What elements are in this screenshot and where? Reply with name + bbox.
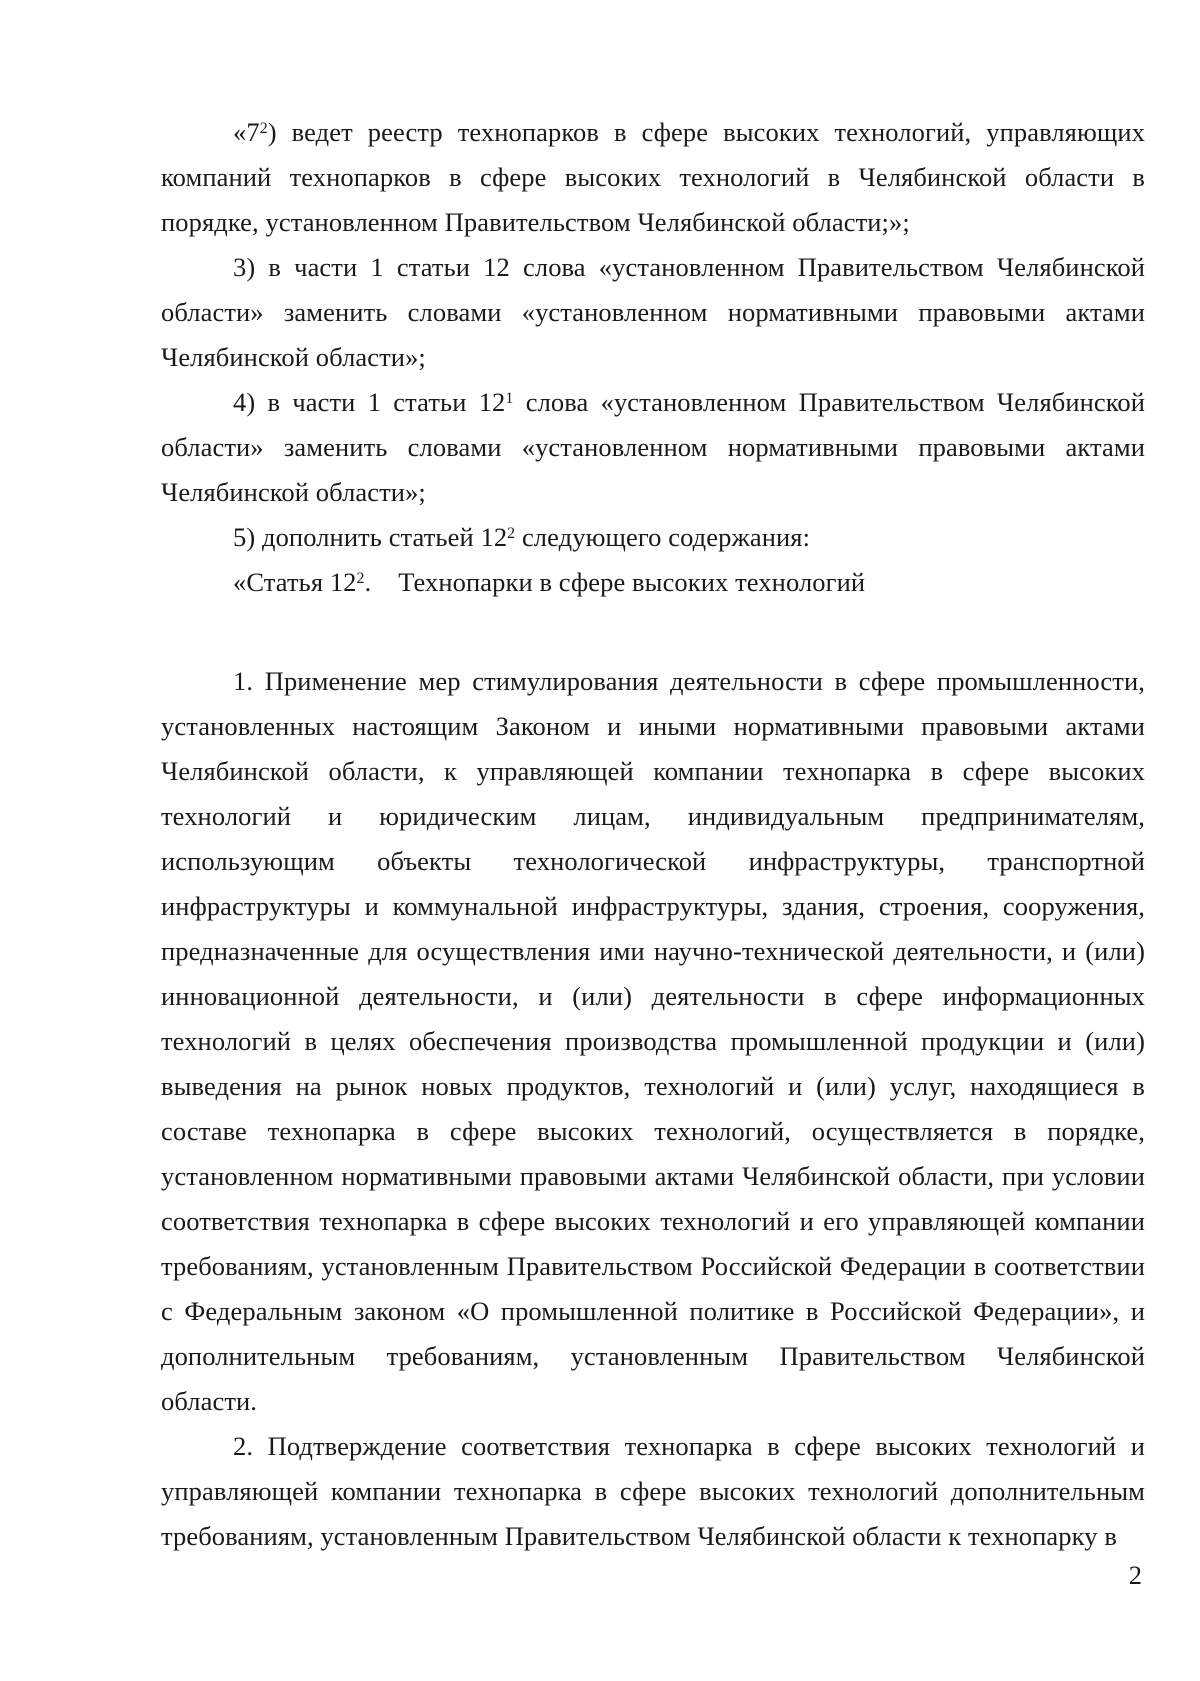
paragraph-text: 1. Применение мер стимулирования деятельности в сфере промышленности, установленных настоящим Законом и иными нормативными правовыми актами Челябинской области, к управляющей компании технопарка в сфере высоких технологий и юридическим лицам, индивидуальным предпринимателям, использующим объекты технологической инфраструктуры, транспортной инфраструктуры и коммунальной инфраструктуры, здания, строения, сооружения, предназначенные для осуществления ими научно-технической деятельности, и (или) инновационной деятельности, и (или) деятельности в сфере информационных технологий в целях обеспечения производства промышленной продукции и (или) выведения на рынок новых продуктов, технологий и (или) услуг, находящиеся в составе технопарка в сфере высоких технологий, осуществляется в порядке, установленном нормативными правовыми актами Челябинской области, при условии соответствия технопарка в сфере высоких технологий и его управляющей компании требованиям, установленным Правительством Российской Федерации в соответствии с Федеральным законом «О промышленной политике в Российской Федерации», и дополнительным требованиям, установленным Правительством Челябинской области. — [161, 666, 1145, 1416]
article-part-2 — [161, 1424, 1145, 1559]
page-number: 2 — [1128, 1560, 1142, 1590]
paragraph-text: ) ведет реестр технопарков в сфере высоких технологий, управляющих компаний технопарков в сфере высоких технологий в Челябинской области в порядке, установленном Правительством Челябинской области;»; — [161, 117, 1145, 237]
superscript: 2 — [507, 525, 516, 543]
paragraph-item-5 — [161, 515, 1145, 560]
superscript: 2 — [259, 120, 268, 138]
paragraph-item-3 — [161, 245, 1145, 380]
article-heading — [161, 560, 1145, 605]
paragraph-text: слова «установленном Правительством Челябинской области» заменить словами «установленном нормативными правовыми актами Челябинской области»; — [161, 387, 1146, 507]
paragraph-text: 5) дополнить статьей 12 — [233, 522, 508, 552]
superscript: 1 — [505, 390, 514, 408]
article-part-1 — [161, 659, 1145, 1424]
paragraph-item-4 — [161, 380, 1145, 515]
paragraph-text: «7 — [233, 117, 260, 147]
document-body-article — [161, 659, 1145, 1559]
document-body-top — [161, 110, 1145, 605]
paragraph-text: 4) в части 1 статьи 12 — [233, 387, 506, 417]
article-heading-text: «Статья 12 — [233, 567, 357, 597]
paragraph-text: 3) в части 1 статьи 12 слова «установленном Правительством Челябинской области» заменить словами «установленном нормативными правовыми актами Челябинской области»; — [161, 252, 1145, 372]
paragraph-text: 2. Подтверждение соответствия технопарка в сфере высоких технологий и управляющей компании технопарка в сфере высоких технологий дополнительным требованиям, установленным Правительством Челябинской области к технопарку в — [161, 1431, 1145, 1551]
article-heading-text: . Технопарки в сфере высоких технологий — [364, 567, 866, 597]
paragraph-text: следующего содержания: — [515, 522, 811, 552]
superscript: 2 — [356, 570, 365, 588]
paragraph-item-7-2 — [161, 110, 1145, 245]
